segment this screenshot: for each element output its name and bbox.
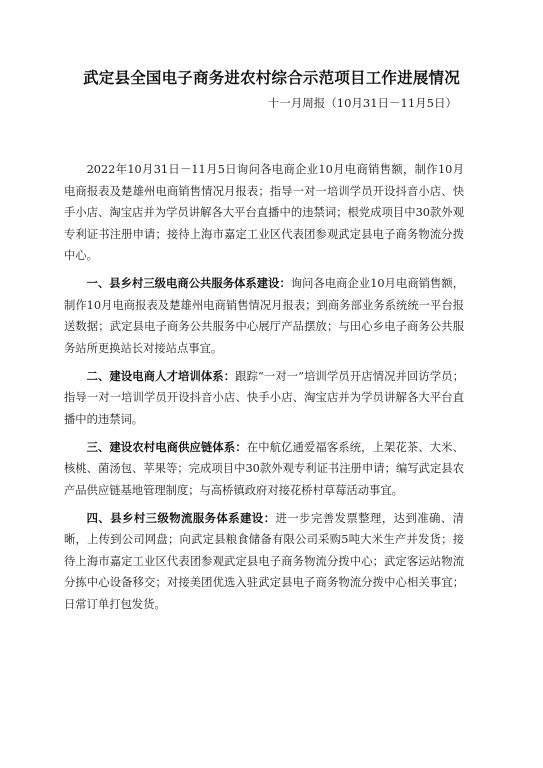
- paragraph-public-service: [64, 273, 464, 359]
- paragraph-lead: 二、建设电商人才培训体系：: [86, 369, 236, 383]
- paragraph-text: 2022年10月31日－11月5日询问各电商企业10月电商销售额，制作10月电商报表及楚雄州电商销售情况月报表；指导一对一培训学员开设抖音小店、快手小店、淘宝店并为学员讲解各大平台直播中的违禁词；根党成项目中30款外观专利证书注册申请；接待上海市嘉定工业区代表团参观武定县电子商务物流分拨中心。: [64, 163, 464, 263]
- paragraph-text: 进一步完善发票整理，达到准确、清晰，上传到公司网盘；向武定县粮食储备有限公司采购5吨大米生产并发货；接待上海市嘉定工业区代表团参观武定县电子商务物流分拨中心；武定客运站物流分拣中心设备移交；对接美团优选入驻武定县电子商务物流分拨中心相关事宜；日常订单打包发货。: [64, 511, 464, 612]
- paragraph-lead: 四、县乡村三级物流服务体系建设：: [86, 511, 276, 525]
- paragraph-supply-chain: [64, 437, 464, 502]
- paragraph-text: 在中航亿通爱福客系统，上架花茶、大米、核桃、菌汤包、苹果等；完成项目中30款外观专利证书注册申请；编写武定县农产品供应链基地管理制度；与高桥镇政府对接花桥村草莓活动事宜。: [64, 440, 464, 497]
- paragraph-text: 询问各电商企业10月电商销售额，制作10月电商报表及楚雄州电商销售情况月报表；到商务部业务系统统一平台报送数据；武定县电子商务公共服务中心展厅产品摆放；与田心乡电子商务公共服务站所更换站长对接站点事宜。: [64, 277, 464, 355]
- paragraph-lead: 三、建设农村电商供应链体系：: [86, 440, 247, 454]
- document-title: 武定县全国电子商务进农村综合示范项目工作进展情况: [83, 69, 460, 87]
- document-body: [64, 159, 464, 622]
- paragraph-intro: [64, 159, 464, 267]
- paragraph-text: 跟踪“一对一”培训学员开店情况并回访学员；指导一对一培训学员开设抖音小店、快手小店、淘宝店并为学员讲解各大平台直播中的违禁词。: [64, 369, 464, 426]
- document-subtitle: 十一月周报（10月31日－11月5日）: [267, 96, 457, 110]
- paragraph-lead: 一、县乡村三级电商公共服务体系建设：: [86, 277, 291, 291]
- paragraph-training: [64, 366, 464, 431]
- paragraph-logistics: [64, 508, 464, 616]
